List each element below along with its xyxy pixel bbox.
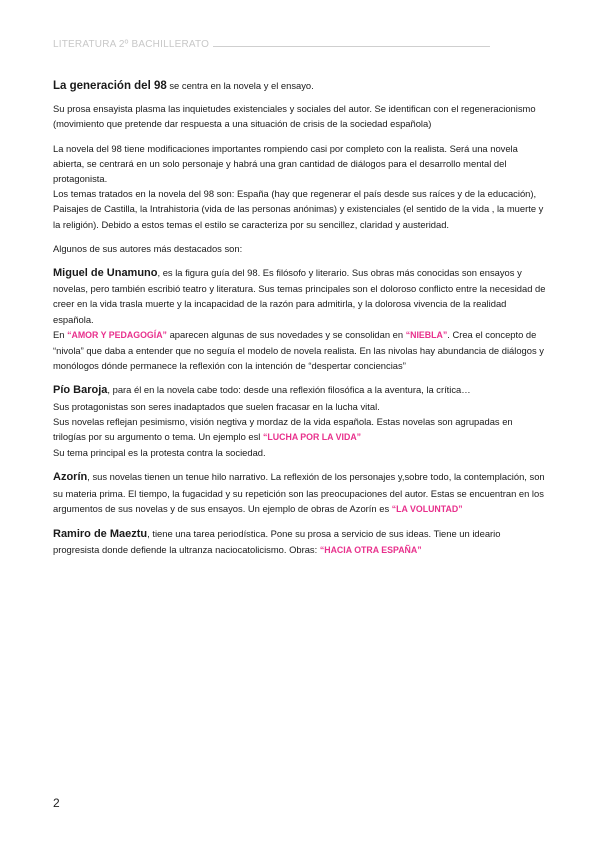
page-header [53,38,553,50]
unamuno-mid: aparecen algunas de sus novedades y se consolidan en [166,328,406,340]
azorin-paragraph [53,469,547,517]
baroja-line-3-text: Sus novelas reflejan pesimismo, visión negtiva y mordaz de la vida española. Estas novelas son agrupadas en trilogías por su argumento o tema. Un ejemplo esl [53,415,513,443]
work-title-hacia-otra-espana: “HACIA OTRA ESPAÑA” [319,545,422,556]
baroja-paragraph [53,382,547,398]
header-title: LITERATURA 2º BACHILLERATO [53,39,210,50]
intro-heading-line [53,78,547,94]
baroja-line-4: Su tema principal es la protesta contra la sociedad. [53,447,266,459]
heading-tail: se centra en la novela y el ensayo. [166,80,314,91]
baroja-line-2: Sus protagonistas son seres inadaptados que suelen fracasar en la lucha vital. [53,400,380,412]
author-name-maeztu: Ramiro de Maeztu [53,528,148,541]
section-heading: La generación del 98 [53,80,167,92]
work-title-la-voluntad: “LA VOLUNTAD” [391,503,463,514]
unamuno-text: , es la figura guía del 98. Es filósofo y literario. Sus obras más conocidas son ensayos y novelas, pero también escribió teatro y literatura. Sus temas principales son el doloroso conflicto entre la necesidad de creer en la vida trasla muerte y la incapacidad de la razón para admitirla, y la dolorosa vivencia de la realidad española. [53,267,546,325]
baroja-text: , para él en la novela cabe todo: desde una reflexión filosófica a la aventura, la crítica… [107,384,471,396]
unamuno-tail: . Crea el concepto de “nivola” que daba a entender que no seguía el modelo de novela realista. En las nivolas hay abundancia de diálogos y monólogos dónde permanece la reflexión con la intención de “despertar conciencias” [53,328,544,372]
baroja-line-3 [53,414,547,445]
azorin-text: , sus novelas tienen un tenue hilo narrativo. La reflexión de los personajes y,sobre todo, la contemplación, son su materia prima. El tiempo, la fugacidad y su repetición son las preocupaciones del autor. Estas se encuentran en los argumentos de sus novelas y de sus ensayos. Un ejemplo de obras de Azorín es [53,471,545,514]
unamuno-paragraph [53,265,547,327]
work-title-niebla: “NIEBLA” [405,329,448,340]
unamuno-works-paragraph [53,327,547,374]
page-number: 2 [53,796,60,810]
maeztu-paragraph [53,526,547,558]
author-name-baroja: Pío Baroja [53,384,108,397]
document-body [53,78,547,558]
intro-paragraph-1: Su prosa ensayista plasma las inquietudes existenciales y sociales del autor. Se identifican con el regeneracionismo (movimiento que pretende dar respuesta a una situación de crisis de la sociedad española) [53,103,536,130]
author-name-azorin: Azorín [53,471,88,484]
maeztu-text: , tiene una tarea periodística. Pone su prosa a servicio de sus ideas. Tiene un ideario progresista donde defiende la ultranza naciocatolicismo. Obras: [53,528,501,556]
author-name-unamuno: Miguel de Unamuno [53,267,158,280]
unamuno-en: En [53,328,68,340]
authors-intro: Algunos de sus autores más destacados son: [53,242,243,254]
work-title-lucha-por-la-vida: “LUCHA POR LA VIDA” [263,432,362,443]
intro-paragraph-2: La novela del 98 tiene modificaciones importantes rompiendo casi por completo con la realista. Será una novela abierta, se centrará en un solo personaje y habrá una gran cantidad de diálogos para el desarrollo mental del protagonista. [53,142,518,185]
intro-paragraph-3: Los temas tratados en la novela del 98 son: España (hay que regenerar el país desde sus raíces y de la educación), Paisajes de Castilla, la Intrahistoria (vida de las personas anónimas) y existenciales (el sentido de la vida , la muerte y la religión). Debido a estos temas el estilo se caracteriza por su sencillez, claridad y austeridad. [53,188,544,230]
work-title-amor-y-pedagogia: “AMOR Y PEDAGOGÍA” [67,329,167,340]
header-rule [213,38,490,47]
